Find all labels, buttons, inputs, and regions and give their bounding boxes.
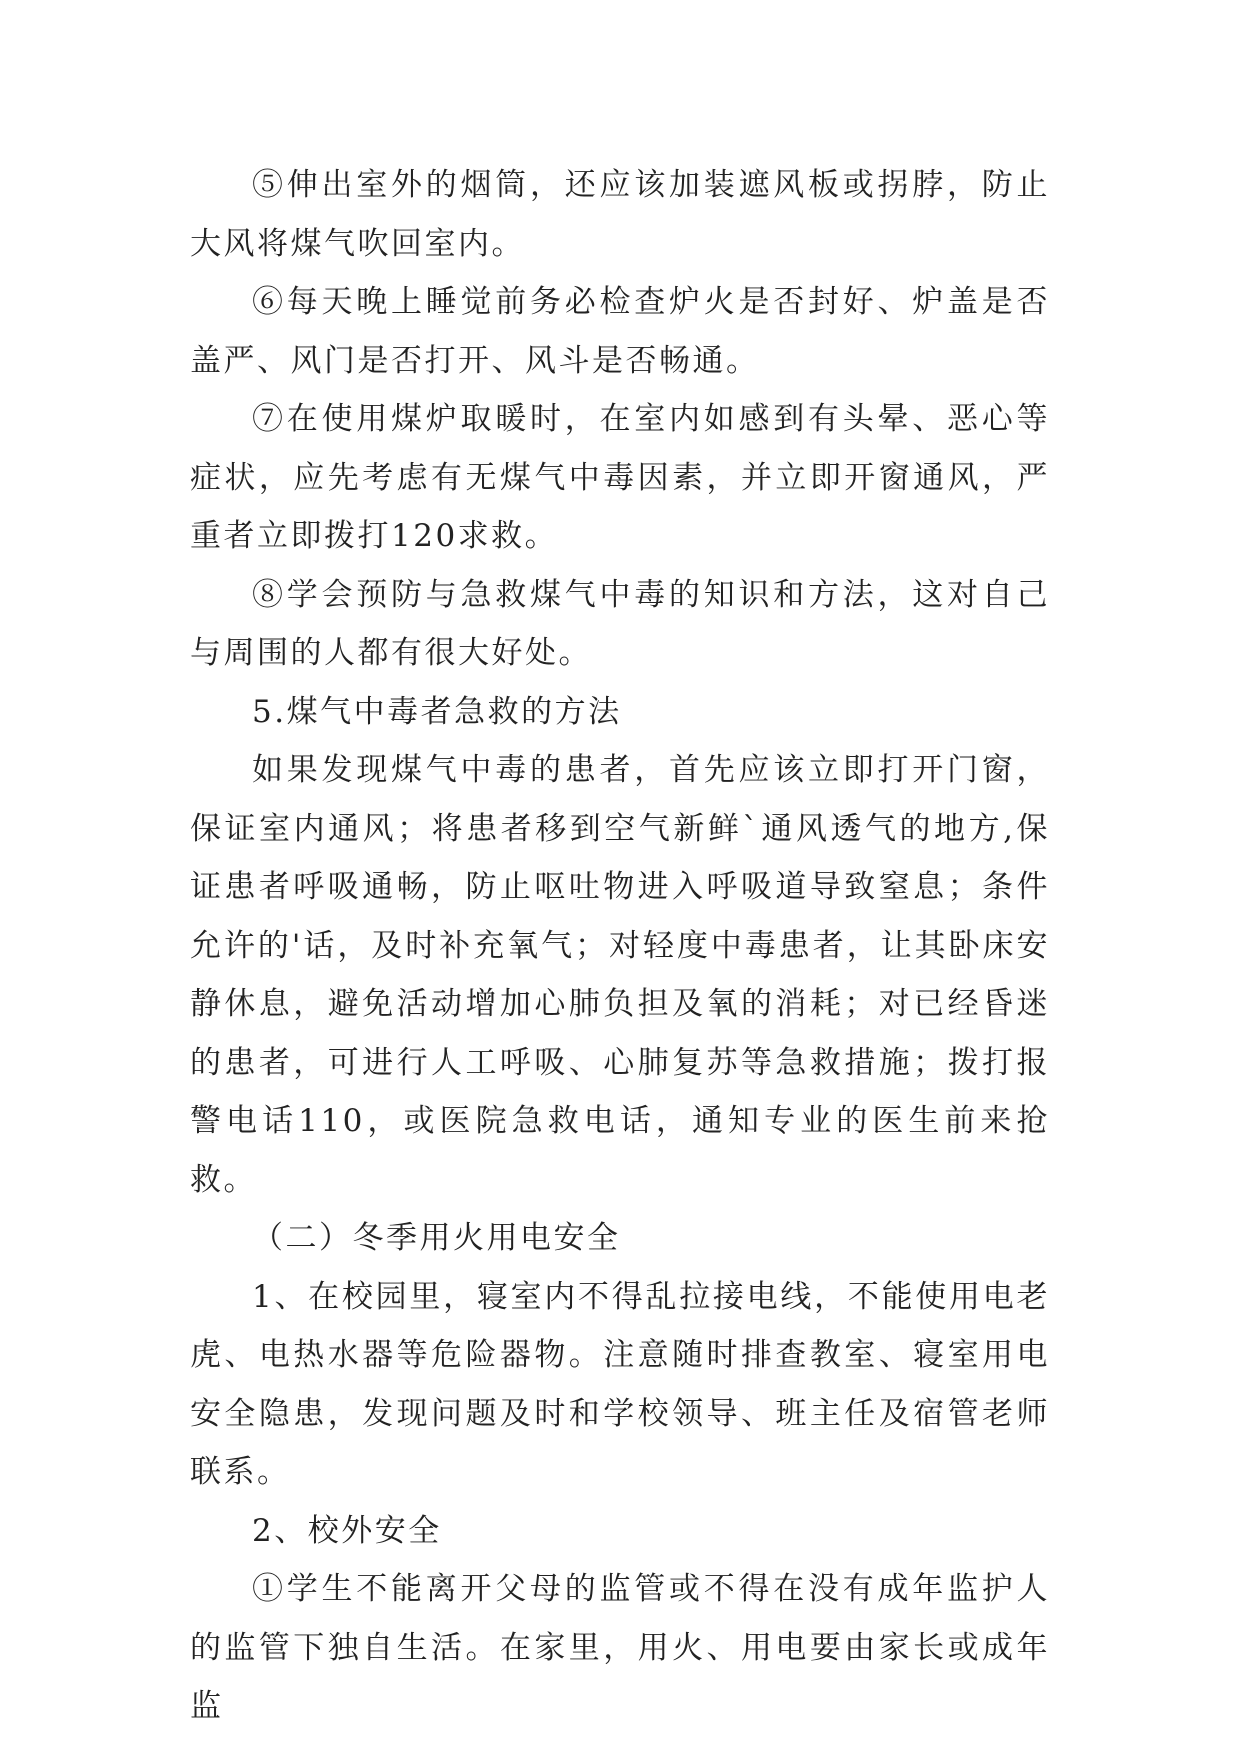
section-heading-off-campus-safety: 2、校外安全: [252, 1512, 442, 1549]
document-body: [190, 156, 1050, 1736]
section-heading-winter-fire-electric-safety: （二）冬季用火用电安全: [252, 1220, 621, 1256]
paragraph-parental-supervision: ①学生不能离开父母的监管或不得在没有成年监护人的监管下独自生活。在家里，用火、用电要由家长或成年监: [190, 1571, 1050, 1724]
paragraph-campus-electric-safety: 1、在校园里，寝室内不得乱拉接电线，不能使用电老虎、电热水器等危险器物。注意随时排查教室、寝室用电安全隐患，发现问题及时和学校领导、班主任及宿管老师联系。: [190, 1278, 1050, 1490]
paragraph-nightly-stove-check: ⑥每天晚上睡觉前务必检查炉火是否封好、炉盖是否盖严、风门是否打开、风斗是否畅通。: [190, 284, 1050, 379]
section-heading-first-aid-methods: 5.煤气中毒者急救的方法: [252, 693, 622, 730]
paragraph-learn-first-aid: ⑧学会预防与急救煤气中毒的知识和方法，这对自己与周围的人都有很大好处。: [190, 576, 1050, 671]
paragraph-first-aid-steps: 如果发现煤气中毒的患者，首先应该立即打开门窗，保证室内通风；将患者移到空气新鲜`通风透气的地方,保证患者呼吸通畅，防止呕吐物进入呼吸道导致窒息；条件允许的'话，及时补充氧气；对轻度中毒患者，让其卧床安静休息，避免活动增加心肺负担及氧的消耗；对已经昏迷的患者，可进行人工呼吸、心肺复苏等急救措施；拨打报警电话110，或医院急救电话，通知专业的医生前来抢救。: [190, 752, 1050, 1198]
paragraph-poisoning-symptoms: ⑦在使用煤炉取暖时，在室内如感到有头晕、恶心等症状，应先考虑有无煤气中毒因素，并立即开窗通风，严重者立即拨打120求救。: [190, 401, 1050, 554]
paragraph-chimney-wind-guard: ⑤伸出室外的烟筒，还应该加装遮风板或拐脖，防止大风将煤气吹回室内。: [190, 167, 1050, 262]
